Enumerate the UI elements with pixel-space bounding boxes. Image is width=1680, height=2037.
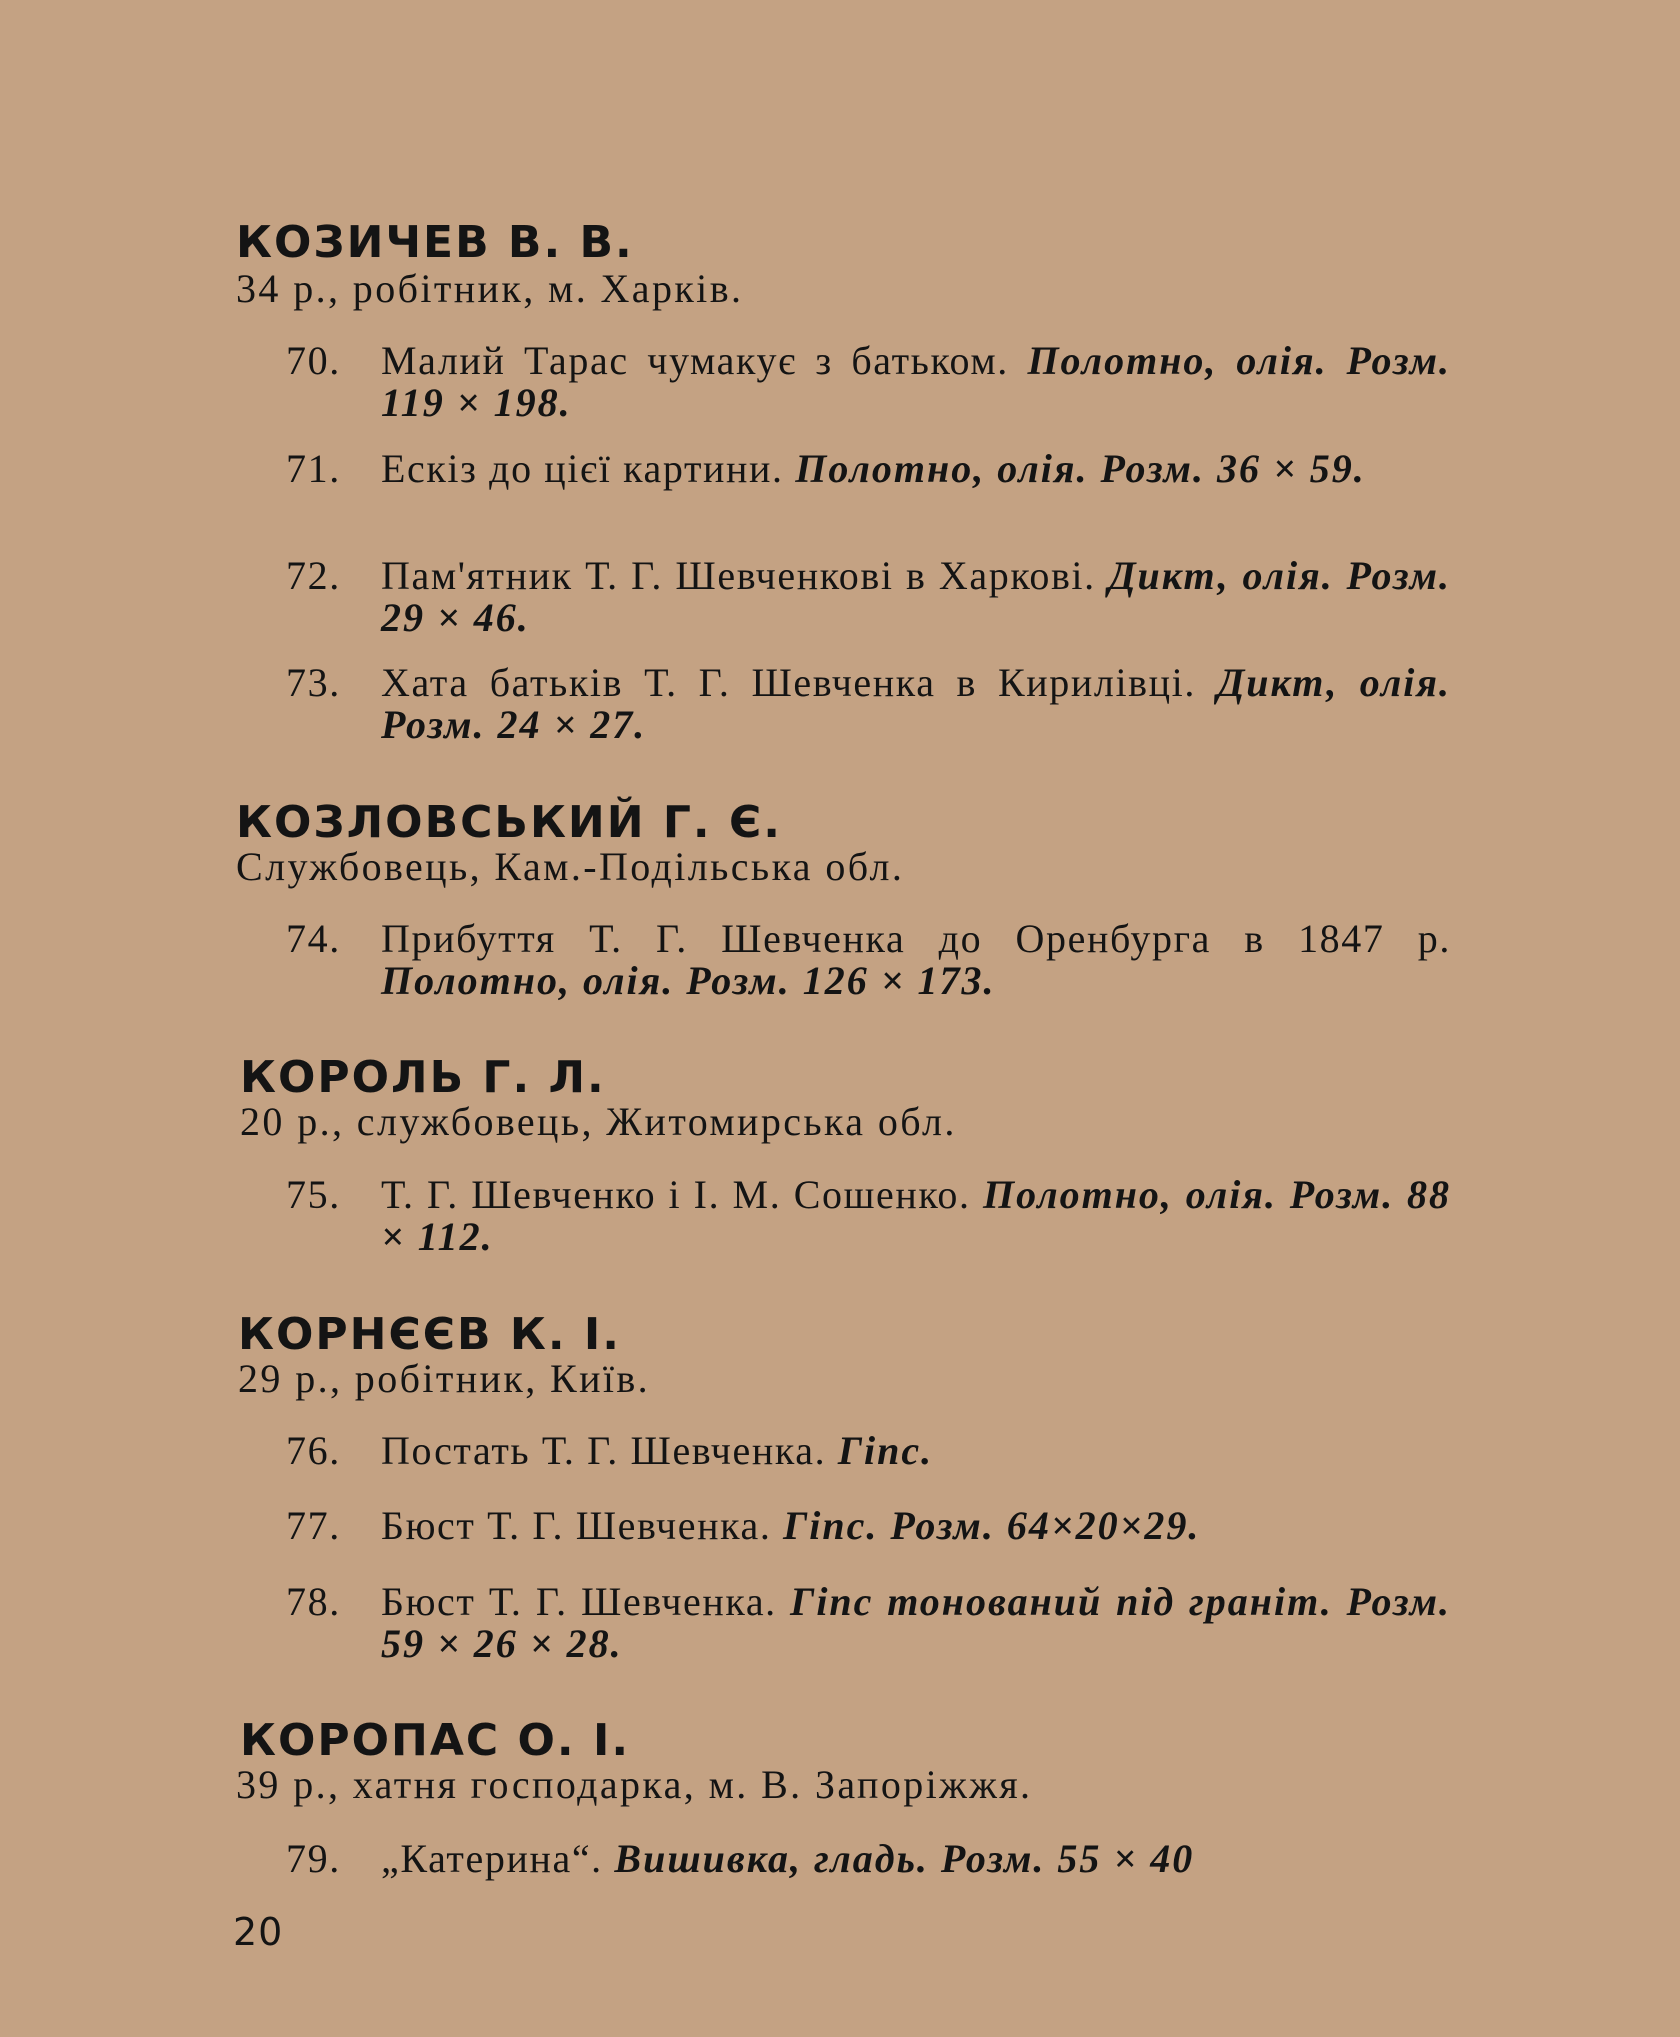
author-name: КОЗЛОВСЬКИЙ Г. Є. — [236, 797, 782, 848]
entry-medium: Полотно, олія. Розм. 88 × 112. — [381, 1172, 1451, 1259]
entry-number: 74. — [286, 916, 341, 961]
entry-number: 73. — [286, 660, 341, 705]
catalog-entry — [286, 1581, 1451, 1665]
entry-title: Т. Г. Шевченко і І. М. Сошенко. — [381, 1172, 971, 1217]
entry-medium: Вишивка, гладь. Розм. 55 × 40 — [614, 1836, 1195, 1881]
entry-medium: Дикт, олія. Розм. 24 × 27. — [381, 660, 1451, 747]
author-name: КОРОЛЬ Г. Л. — [240, 1052, 606, 1103]
entry-medium: Дикт, олія. Розм. 29 × 46. — [381, 553, 1451, 640]
entry-title: Пам'ятник Т. Г. Шевченкові в Харкові. — [381, 553, 1096, 598]
entry-title: Постать Т. Г. Шевченка. — [381, 1428, 827, 1473]
entry-medium: Полотно, олія. Розм. 126 × 173. — [381, 958, 996, 1003]
catalog-entry — [286, 555, 1451, 639]
entry-title: Прибуття Т. Г. Шевченка до Оренбурга в 1847 р. — [381, 916, 1451, 961]
entry-text — [381, 918, 1451, 1002]
catalog-entry — [286, 1430, 1451, 1472]
catalog-entry — [286, 662, 1451, 746]
entry-text — [381, 1581, 1451, 1665]
entry-text — [381, 448, 1451, 490]
author-info: 20 р., службовець, Житомирська обл. — [240, 1099, 957, 1144]
entry-text — [381, 1174, 1451, 1258]
entry-text — [381, 555, 1451, 639]
entry-title: Бюст Т. Г. Шевченка. — [381, 1503, 772, 1548]
entry-number: 75. — [286, 1172, 341, 1217]
catalog-entry — [286, 448, 1451, 490]
entry-title: Ескіз до цієї картини. — [381, 446, 784, 491]
entry-text — [381, 662, 1451, 746]
author-name: КОРНЄЄВ К. І. — [238, 1309, 621, 1360]
entry-number: 77. — [286, 1503, 341, 1548]
catalog-entry — [286, 340, 1451, 424]
entry-medium: Гіпс. — [837, 1428, 934, 1473]
catalog-entry — [286, 1838, 1451, 1880]
catalog-entry — [286, 1174, 1451, 1258]
entry-title: Хата батьків Т. Г. Шевченка в Кирилівці. — [381, 660, 1196, 705]
author-name: КОЗИЧЕВ В. В. — [236, 217, 634, 268]
entry-title: Малий Тарас чумакує з батьком. — [381, 338, 1009, 383]
entry-number: 72. — [286, 553, 341, 598]
entry-text — [381, 1430, 1451, 1472]
catalog-entry — [286, 1505, 1451, 1547]
entry-title: „Катерина“. — [381, 1836, 603, 1881]
entry-number: 71. — [286, 446, 341, 491]
entry-number: 70. — [286, 338, 341, 383]
entry-number: 78. — [286, 1579, 341, 1624]
entry-number: 76. — [286, 1428, 341, 1473]
entry-text — [381, 1838, 1451, 1880]
author-info: 34 р., робітник, м. Харків. — [236, 266, 744, 311]
page-number: 20 — [233, 1910, 284, 1954]
entry-medium: Гіпс. Розм. 64×20×29. — [783, 1503, 1201, 1548]
author-info: 29 р., робітник, Київ. — [238, 1356, 651, 1401]
author-info: 39 р., хатня господарка, м. В. Запоріжжя. — [236, 1762, 1033, 1807]
entry-text — [381, 1505, 1451, 1547]
entry-number: 79. — [286, 1836, 341, 1881]
author-name: КОРОПАС О. І. — [240, 1715, 631, 1766]
catalog-entry — [286, 918, 1451, 1002]
entry-medium: Полотно, олія. Розм. 36 × 59. — [795, 446, 1366, 491]
entry-text — [381, 340, 1451, 424]
entry-title: Бюст Т. Г. Шевченка. — [381, 1579, 777, 1624]
author-info: Службовець, Кам.-Подільська обл. — [236, 844, 905, 889]
entry-medium: Полотно, олія. Розм. 119 × 198. — [381, 338, 1452, 425]
entry-medium: Гіпс тонований під граніт. Розм. 59 × 26 × 28. — [381, 1579, 1451, 1666]
